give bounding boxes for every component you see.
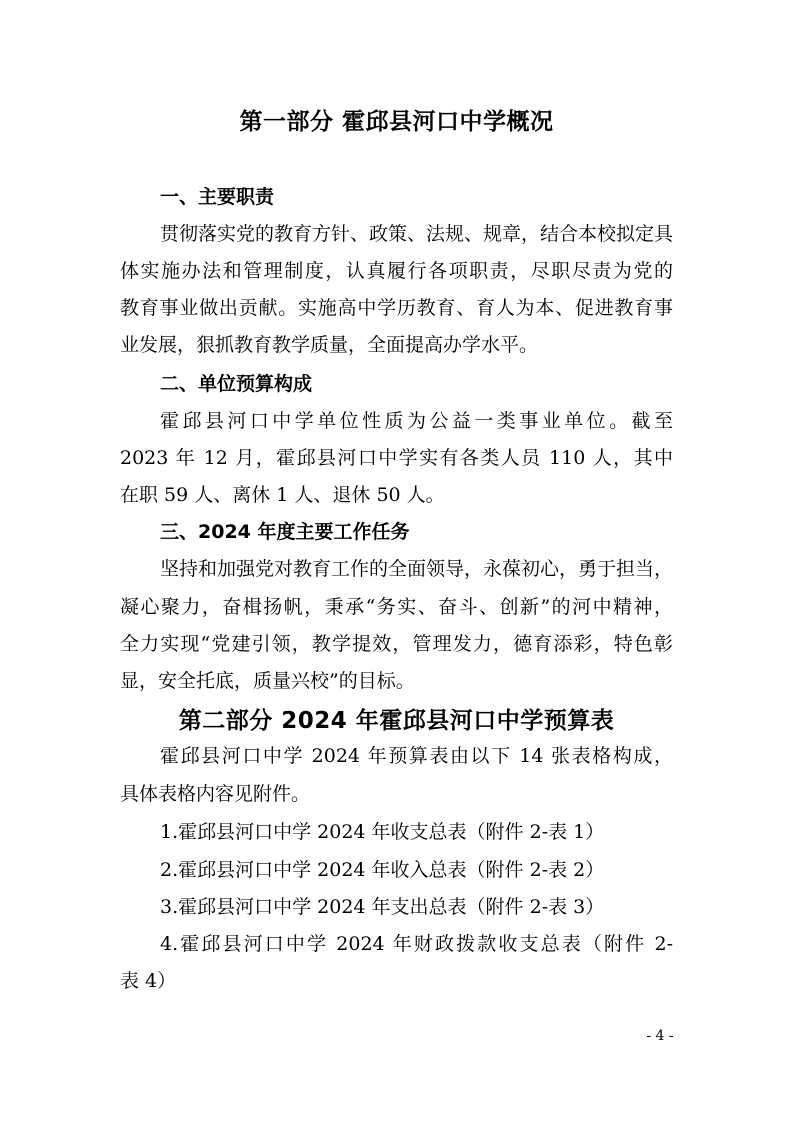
section3-line: 坚持和加强党对教育工作的全面领导，永葆初心，勇于担当， — [160, 558, 674, 580]
section3-heading: 三、2024 年度主要工作任务 — [160, 521, 410, 543]
table-list-item: 4.霍邱县河口中学 2024 年财政拨款收支总表（附件 2- — [160, 933, 673, 955]
section2-heading: 二、单位预算构成 — [160, 373, 313, 395]
part1-title: 第一部分 霍邱县河口中学概况 — [239, 109, 554, 135]
section3-line: 显，安全托底，质量兴校”的目标。 — [120, 670, 415, 692]
table-list-item-continuation: 表 4） — [120, 970, 177, 992]
section2-line: 2023 年 12 月，霍邱县河口中学实有各类人员 110 人，其中 — [120, 447, 673, 469]
section3-line: 全力实现“党建引领，教学提效，管理发力，德育添彩，特色彰 — [120, 633, 673, 655]
section1-line: 业发展，狠抓教育教学质量，全面提高办学水平。 — [120, 334, 539, 356]
table-list-item: 3.霍邱县河口中学 2024 年支出总表（附件 2-表 3） — [160, 896, 605, 918]
section1-line: 体实施办法和管理制度，认真履行各项职责，尽职尽责为党的 — [120, 260, 673, 282]
section1-line: 教育事业做出贡献。实施高中学历教育、育人为本、促进教育事 — [120, 297, 673, 319]
table-list-item: 2.霍邱县河口中学 2024 年收入总表（附件 2-表 2） — [160, 859, 605, 881]
part2-intro-line: 霍邱县河口中学 2024 年预算表由以下 14 张表格构成， — [160, 745, 673, 767]
section1-line: 贯彻落实党的教育方针、政策、法规、规章，结合本校拟定具 — [160, 223, 674, 245]
page-number: - 4 - — [646, 1028, 674, 1044]
section2-line: 在职 59 人、离休 1 人、退休 50 人。 — [120, 484, 445, 506]
section3-line: 凝心聚力，奋楫扬帆，秉承“务实、奋斗、创新”的河中精神， — [120, 596, 673, 618]
part2-title: 第二部分 2024 年霍邱县河口中学预算表 — [178, 708, 615, 734]
part2-intro-line: 具体表格内容见附件。 — [120, 783, 311, 805]
section1-heading: 一、主要职责 — [160, 186, 275, 208]
table-list-item: 1.霍邱县河口中学 2024 年收支总表（附件 2-表 1） — [160, 821, 605, 843]
section2-line: 霍邱县河口中学单位性质为公益一类事业单位。截至 — [160, 410, 673, 432]
